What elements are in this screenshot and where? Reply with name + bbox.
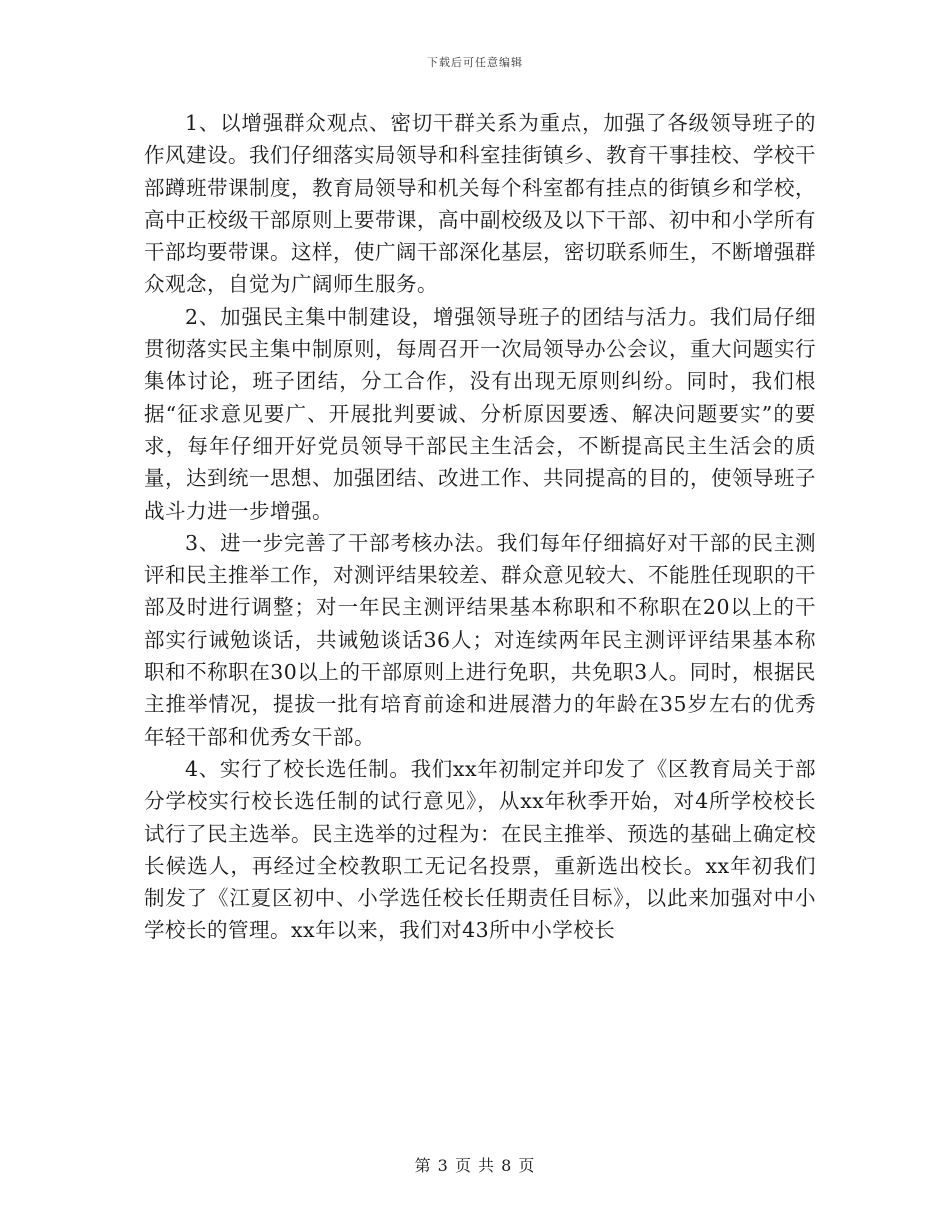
paragraph-2: 2、加强民主集中制建设，增强领导班子的团结与活力。我们局仔细贯彻落实民主集中制原则，每周召开一次局领导办公会议，重大问题实行集体讨论，班子团结，分工合作，没有出现无原则纠纷。同时，我们根据“征求意见要广、开展批判要诚、分析原因要透、解决问题要实”的要求，每年仔细开好党员领导干部民主生活会，不断提高民主生活会的质量，达到统一思想、加强团结、改进工作、共同提高的目的，使领导班子战斗力进一步增强。: [144, 304, 816, 523]
page-number-footer: 第 3 页 共 8 页: [414, 1156, 536, 1175]
paragraph-3: 3、进一步完善了干部考核办法。我们每年仔细搞好对干部的民主测评和民主推举工作，对测评结果较差、群众意见较大、不能胜任现职的干部及时进行调整；对一年民主测评结果基本称职和不称职在20以上的干部实行诫勉谈话，共诫勉谈话36人；对连续两年民主测评评结果基本称职和不称职在30以上的干部原则上进行免职，共免职3人。同时，根据民主推举情况，提拔一批有培育前途和进展潜力的年龄在35岁左右的优秀年轻干部和优秀女干部。: [144, 530, 816, 749]
document-body: [144, 107, 816, 947]
paragraph-4: 4、实行了校长选任制。我们xx年初制定并印发了《区教育局关于部分学校实行校长选任制的试行意见》，从xx年秋季开始，对4所学校校长试行了民主选举。民主选举的过程为：在民主推举、预选的基础上确定校长候选人，再经过全校教职工无记名投票，重新选出校长。xx年初我们制发了《江夏区初中、小学选任校长任期责任目标》，以此来加强对中小学校长的管理。xx年以来，我们对43所中小学校长: [144, 756, 816, 943]
page-header-note: 下载后可任意编辑: [427, 56, 523, 69]
paragraph-1: 1、以增强群众观点、密切干群关系为重点，加强了各级领导班子的作风建设。我们仔细落实局领导和科室挂街镇乡、教育干事挂校、学校干部蹲班带课制度，教育局领导和机关每个科室都有挂点的街镇乡和学校，高中正校级干部原则上要带课，高中副校级及以下干部、初中和小学所有干部均要带课。这样，使广阔干部深化基层，密切联系师生，不断增强群众观念，自觉为广阔师生服务。: [144, 111, 816, 297]
